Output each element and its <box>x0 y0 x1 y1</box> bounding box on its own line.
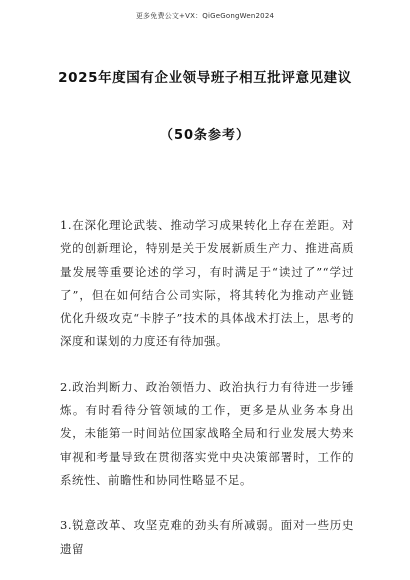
document-title: 2025年度国有企业领导班子相互批评意见建议 <box>58 70 352 86</box>
paragraph-1: 1.在深化理论武装、推动学习成果转化上存在差距。对党的创新理论，特别是关于发展新质生产力、推进高质量发展等重要论述的学习，有时满足于“读过了”“学过了”，但在如何结合公司实际，将其转化为推动产业链优化升级攻克“卡脖子”技术的具体战术打法上，思考的深度和谋划的力度还有待加强。 <box>60 218 354 349</box>
document-subtitle: （50条参考） <box>159 128 251 143</box>
paragraph-3: 3.锐意改革、攻坚克难的劲头有所减弱。面对一些历史遗留 <box>60 518 354 556</box>
header-note: 更多免费公文+VX：QiGeGongWen2024 <box>135 12 275 20</box>
document-body <box>60 214 354 561</box>
paragraph-2: 2.政治判断力、政治领悟力、政治执行力有待进一步锤炼。有时看待分管领域的工作，更多是从业务本身出发，未能第一时间站位国家战略全局和行业发展大势来审视和考量导致在贯彻落实党中央决策部署时，工作的系统性、前瞻性和协同性略显不足。 <box>60 379 354 487</box>
